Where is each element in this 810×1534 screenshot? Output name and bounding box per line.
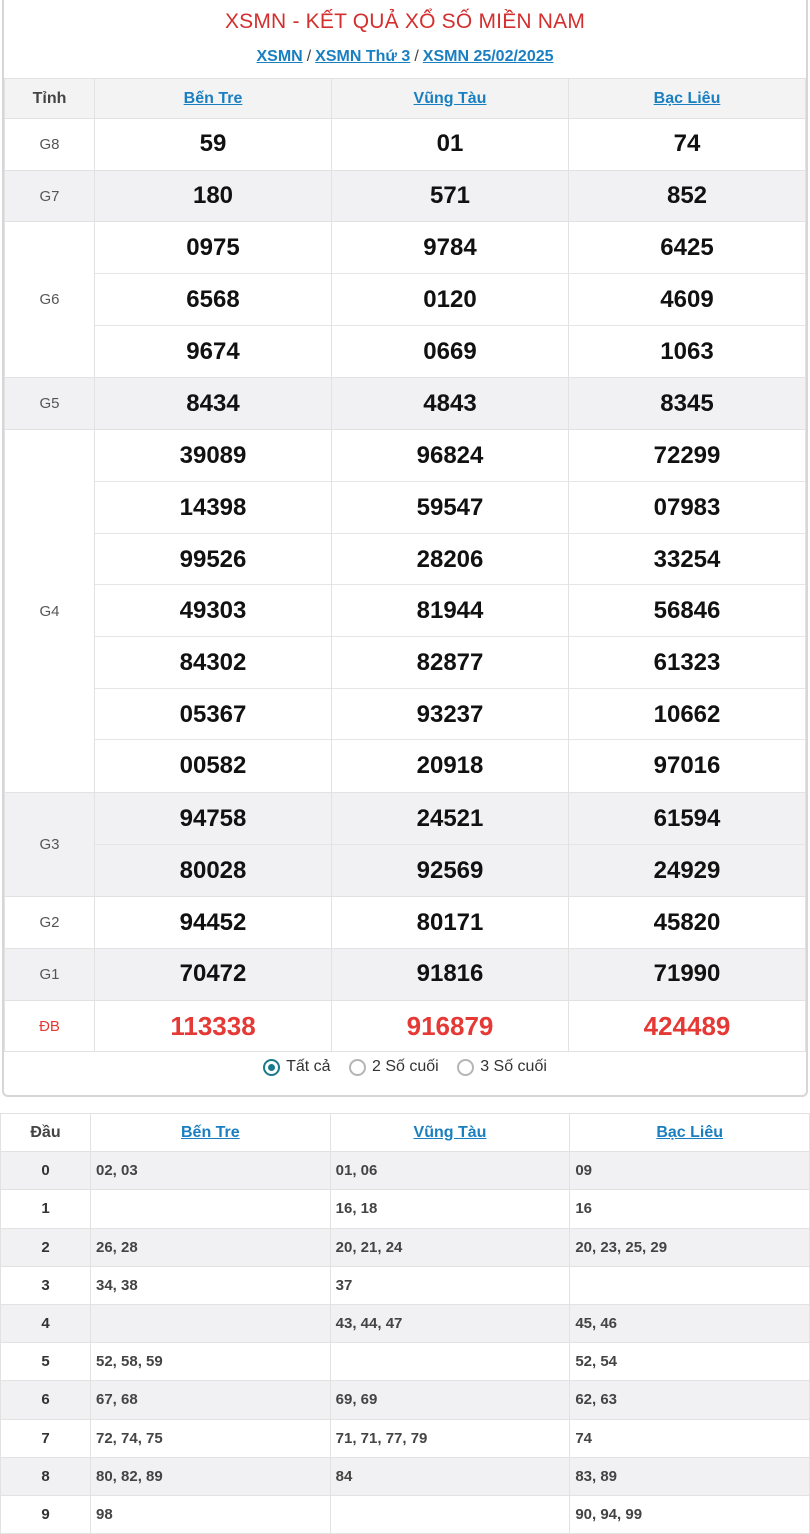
prize-cell xyxy=(332,792,569,896)
prize-row xyxy=(5,897,806,949)
tail-list: 72, 74, 75 xyxy=(91,1419,331,1457)
prize-label: G3 xyxy=(5,792,95,896)
tail-list: 45, 46 xyxy=(570,1304,810,1342)
tail-list: 52, 58, 59 xyxy=(91,1343,331,1381)
prize-cell xyxy=(332,378,569,430)
prize-number: 80171 xyxy=(416,908,484,936)
prize-number: 24929 xyxy=(653,856,721,884)
prize-number: 33254 xyxy=(569,534,805,586)
prize-label: G6 xyxy=(5,222,95,378)
tail-list: 52, 54 xyxy=(570,1343,810,1381)
tail-list: 71, 71, 77, 79 xyxy=(330,1419,570,1457)
prize-number: 61323 xyxy=(569,637,805,689)
tail-list: 16 xyxy=(570,1190,810,1228)
prize-number: 45820 xyxy=(653,908,721,936)
prize-cell xyxy=(95,792,332,896)
head-digit: 4 xyxy=(1,1304,91,1342)
prize-number: 74 xyxy=(673,130,701,158)
prize-number: 39089 xyxy=(95,430,331,482)
head-digit: 3 xyxy=(1,1266,91,1304)
prize-number: 70472 xyxy=(179,960,247,988)
digit-filter xyxy=(4,1058,806,1081)
province-column-header: Tỉnh xyxy=(5,79,95,119)
dau-province-link-vung-tau[interactable]: Vũng Tàu xyxy=(330,1114,570,1152)
prize-cell xyxy=(569,949,806,1001)
prize-row xyxy=(5,949,806,1001)
tail-list: 43, 44, 47 xyxy=(330,1304,570,1342)
prize-number: 94758 xyxy=(95,793,331,845)
tail-list: 80, 82, 89 xyxy=(91,1457,331,1495)
head-digit-row xyxy=(1,1266,810,1304)
prize-number: 9784 xyxy=(332,222,568,274)
head-digit-row xyxy=(1,1457,810,1495)
breadcrumb-weekday-link[interactable]: XSMN Thứ 3 xyxy=(315,48,411,65)
prize-number: 14398 xyxy=(95,482,331,534)
prize-label: G8 xyxy=(5,119,95,171)
prize-number: 4609 xyxy=(569,274,805,326)
dau-province-link-bac-lieu[interactable]: Bạc Liêu xyxy=(570,1114,810,1152)
tail-list: 90, 94, 99 xyxy=(570,1495,810,1533)
prize-label: G1 xyxy=(5,949,95,1001)
tail-list: 34, 38 xyxy=(91,1266,331,1304)
prize-cell xyxy=(569,1000,806,1052)
breadcrumb-date-link[interactable]: XSMN 25/02/2025 xyxy=(422,48,554,65)
prize-row xyxy=(5,222,806,378)
prize-cell xyxy=(332,222,569,378)
prize-number: 56846 xyxy=(569,585,805,637)
province-link-ben-tre[interactable]: Bến Tre xyxy=(95,79,332,119)
tail-list: 83, 89 xyxy=(570,1457,810,1495)
breadcrumb xyxy=(4,48,806,66)
head-digit-row xyxy=(1,1152,810,1190)
prize-number: 71990 xyxy=(653,960,721,988)
prize-number: 10662 xyxy=(569,689,805,741)
page-title: XSMN - KẾT QUẢ XỔ SỐ MIỀN NAM xyxy=(224,10,586,33)
head-digit-row xyxy=(1,1495,810,1533)
prize-cell xyxy=(332,1000,569,1052)
prize-cell xyxy=(569,170,806,222)
head-digit: 9 xyxy=(1,1495,91,1533)
prize-cell xyxy=(95,222,332,378)
prize-label: G7 xyxy=(5,170,95,222)
dau-province-link-ben-tre[interactable]: Bến Tre xyxy=(91,1114,331,1152)
tail-list: 26, 28 xyxy=(91,1228,331,1266)
prize-cell xyxy=(95,378,332,430)
tail-list: 09 xyxy=(570,1152,810,1190)
head-digit-row xyxy=(1,1228,810,1266)
prize-number: 93237 xyxy=(332,689,568,741)
tail-list: 84 xyxy=(330,1457,570,1495)
head-digit-column-header: Đầu xyxy=(1,1114,91,1152)
prize-cell xyxy=(569,792,806,896)
prize-row xyxy=(5,430,806,793)
prize-number: 6568 xyxy=(95,274,331,326)
prize-number: 20918 xyxy=(416,752,484,780)
head-digit-row xyxy=(1,1419,810,1457)
tail-list: 67, 68 xyxy=(91,1381,331,1419)
tail-list: 98 xyxy=(91,1495,331,1533)
radio-selected-icon[interactable] xyxy=(263,1059,280,1076)
prize-number: 99526 xyxy=(95,534,331,586)
prize-row xyxy=(5,378,806,430)
head-digit-row xyxy=(1,1304,810,1342)
prize-label: G2 xyxy=(5,897,95,949)
prize-number: 81944 xyxy=(332,585,568,637)
breadcrumb-separator: / xyxy=(414,48,419,65)
prize-cell xyxy=(569,430,806,793)
head-digit: 1 xyxy=(1,1190,91,1228)
prize-number: 8434 xyxy=(186,389,240,417)
filter-last2-option[interactable]: 2 Số cuối xyxy=(349,1058,439,1076)
tail-list: 62, 63 xyxy=(570,1381,810,1419)
prize-number: 91816 xyxy=(416,960,484,988)
tail-list: 74 xyxy=(570,1419,810,1457)
prize-label: G4 xyxy=(5,430,95,793)
prize-cell xyxy=(95,170,332,222)
prize-number: 80028 xyxy=(179,856,247,884)
prize-cell xyxy=(95,897,332,949)
prize-cell xyxy=(95,949,332,1001)
prize-number: 9674 xyxy=(186,337,240,365)
province-link-bac-lieu[interactable]: Bạc Liêu xyxy=(569,79,806,119)
prize-number: 59 xyxy=(199,130,227,158)
head-digit: 8 xyxy=(1,1457,91,1495)
prize-number: 424489 xyxy=(643,1010,731,1041)
prize-row xyxy=(5,792,806,896)
prize-number: 84302 xyxy=(95,637,331,689)
prize-number: 72299 xyxy=(569,430,805,482)
head-digit: 0 xyxy=(1,1152,91,1190)
prize-number: 180 xyxy=(192,182,234,210)
filter-last3-option[interactable]: 3 Số cuối xyxy=(457,1058,547,1076)
tail-list xyxy=(330,1495,570,1533)
prize-cell xyxy=(95,1000,332,1052)
tail-list: 01, 06 xyxy=(330,1152,570,1190)
prize-number: 0120 xyxy=(332,274,568,326)
prize-cell xyxy=(332,430,569,793)
filter-all-option[interactable]: Tất cả xyxy=(263,1058,330,1076)
tail-list xyxy=(570,1266,810,1304)
prize-label: G5 xyxy=(5,378,95,430)
radio-icon[interactable] xyxy=(349,1059,366,1076)
prize-number: 1063 xyxy=(660,337,714,365)
prize-number: 59547 xyxy=(332,482,568,534)
prize-number: 8345 xyxy=(660,389,714,417)
prize-number: 6425 xyxy=(569,222,805,274)
prize-number: 852 xyxy=(666,182,708,210)
prize-number: 82877 xyxy=(332,637,568,689)
tail-list: 20, 23, 25, 29 xyxy=(570,1228,810,1266)
prize-number: 00582 xyxy=(179,752,247,780)
head-digit: 2 xyxy=(1,1228,91,1266)
prize-number: 97016 xyxy=(653,752,721,780)
tail-list xyxy=(91,1190,331,1228)
prize-number: 113338 xyxy=(170,1010,256,1041)
breadcrumb-separator: / xyxy=(306,48,312,65)
prize-cell xyxy=(332,897,569,949)
head-digit: 7 xyxy=(1,1419,91,1457)
prize-cell xyxy=(569,119,806,171)
prize-number: 01 xyxy=(436,130,464,158)
head-digit-row xyxy=(1,1190,810,1228)
results-table xyxy=(4,78,806,1052)
head-digit-row xyxy=(1,1343,810,1381)
prize-row xyxy=(5,119,806,171)
tail-list: 02, 03 xyxy=(91,1152,331,1190)
prize-number: 92569 xyxy=(416,856,484,884)
prize-number: 28206 xyxy=(332,534,568,586)
prize-cell xyxy=(569,378,806,430)
radio-icon[interactable] xyxy=(457,1059,474,1076)
tail-list xyxy=(91,1304,331,1342)
prize-cell xyxy=(332,119,569,171)
prize-cell xyxy=(569,222,806,378)
head-digit: 6 xyxy=(1,1381,91,1419)
province-link-vung-tau[interactable]: Vũng Tàu xyxy=(332,79,569,119)
prize-number: 4843 xyxy=(423,389,477,417)
prize-number: 916879 xyxy=(406,1010,494,1041)
prize-label: ĐB xyxy=(5,1000,95,1052)
prize-number: 24521 xyxy=(332,793,568,845)
prize-cell xyxy=(332,170,569,222)
prize-number: 49303 xyxy=(95,585,331,637)
tail-list: 20, 21, 24 xyxy=(330,1228,570,1266)
prize-cell xyxy=(569,897,806,949)
prize-number: 0669 xyxy=(423,337,477,365)
tail-list xyxy=(330,1343,570,1381)
prize-number: 07983 xyxy=(569,482,805,534)
prize-number: 571 xyxy=(429,182,471,210)
tail-list: 37 xyxy=(330,1266,570,1304)
tail-list: 16, 18 xyxy=(330,1190,570,1228)
prize-number: 94452 xyxy=(179,908,247,936)
prize-cell xyxy=(332,949,569,1001)
results-card xyxy=(2,0,808,1097)
breadcrumb-xsmn-link[interactable]: XSMN xyxy=(256,48,303,65)
prize-row xyxy=(5,1000,806,1052)
head-digit-table xyxy=(0,1113,810,1534)
prize-number: 05367 xyxy=(95,689,331,741)
tail-list: 69, 69 xyxy=(330,1381,570,1419)
prize-number: 61594 xyxy=(569,793,805,845)
head-digit: 5 xyxy=(1,1343,91,1381)
prize-number: 0975 xyxy=(95,222,331,274)
prize-row xyxy=(5,170,806,222)
prize-number: 96824 xyxy=(332,430,568,482)
prize-cell xyxy=(95,119,332,171)
prize-cell xyxy=(95,430,332,793)
head-digit-row xyxy=(1,1381,810,1419)
